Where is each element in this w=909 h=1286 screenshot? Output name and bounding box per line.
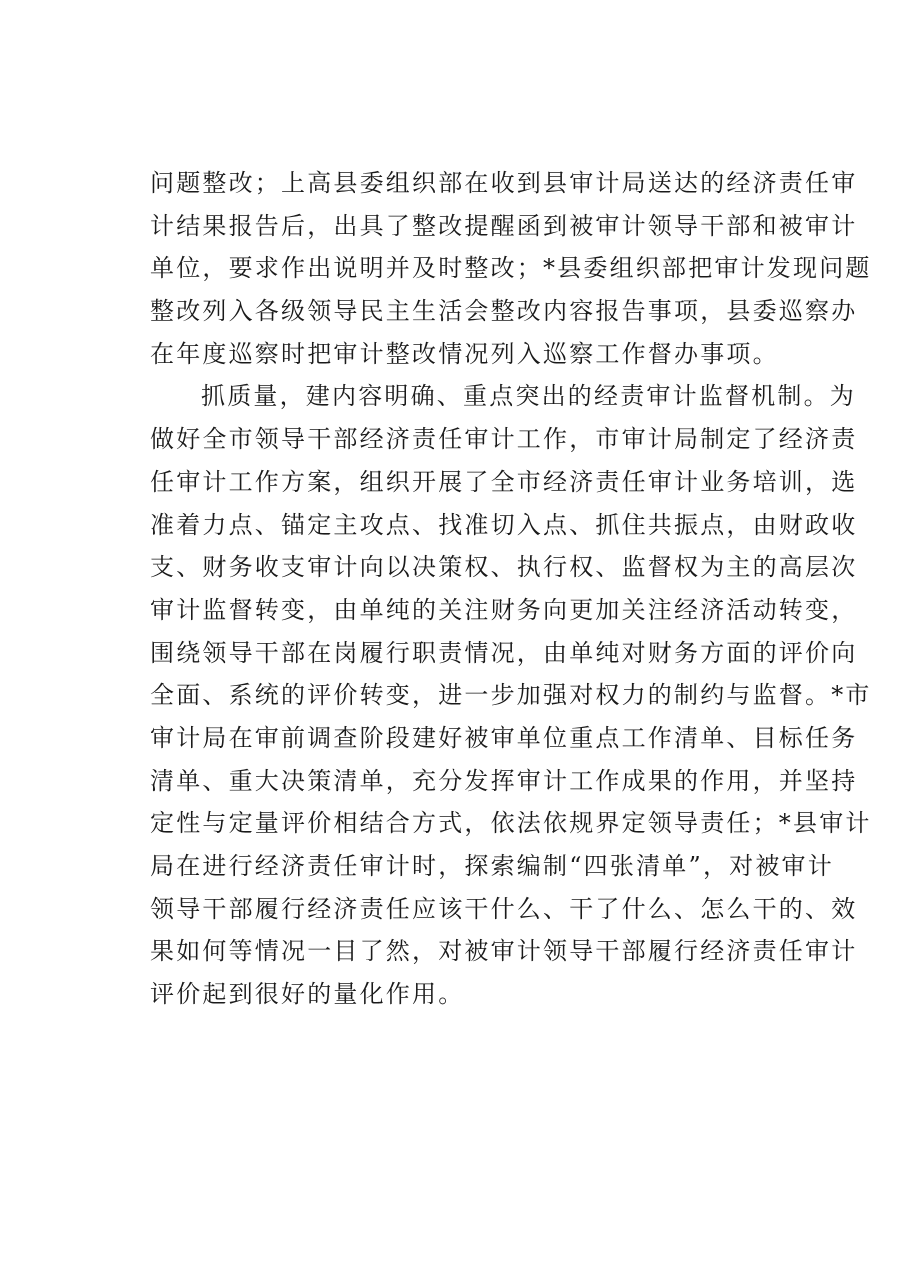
text-line: 定性与定量评价相结合方式，依法依规界定领导责任；*县审计 <box>150 809 872 838</box>
text-line: 支、财务收支审计向以决策权、执行权、监督权为主的高层次 <box>150 553 858 582</box>
body-text <box>150 162 872 1016</box>
text-line: 准着力点、锚定主攻点、找准切入点、抓住共振点，由财政收 <box>150 510 858 539</box>
text-line: 清单、重大决策清单，充分发挥审计工作成果的作用，并坚持 <box>150 766 858 795</box>
text-line: 问题整改；上高县委组织部在收到县审计局送达的经济责任审 <box>150 169 858 197</box>
text-line: 任审计工作方案，组织开展了全市经济责任审计业务培训，选 <box>150 467 858 496</box>
text-line: 做好全市领导干部经济责任审计工作，市审计局制定了经济责 <box>150 425 858 454</box>
text-line: 单位，要求作出说明并及时整改；*县委组织部把审计发现问题 <box>150 254 872 283</box>
text-line: 全面、系统的评价转变，进一步加强对权力的制约与监督。*市 <box>150 681 872 710</box>
paragraph-start-line: 抓质量，建内容明确、重点突出的经责审计监督机制。为 <box>201 382 856 411</box>
text-line: 计结果报告后，出具了整改提醒函到被审计领导干部和被审计 <box>150 211 858 240</box>
text-line: 围绕领导干部在岗履行职责情况，由单纯对财务方面的评价向 <box>150 638 858 667</box>
text-line: 评价起到很好的量化作用。 <box>150 980 465 1009</box>
text-line: 领导干部履行经济责任应该干什么、干了什么、怎么干的、效 <box>150 894 858 923</box>
text-line: 果如何等情况一目了然，对被审计领导干部履行经济责任审计 <box>150 937 858 966</box>
text-line: 在年度巡察时把审计整改情况列入巡察工作督办事项。 <box>150 339 779 368</box>
text-line: 整改列入各级领导民主生活会整改内容报告事项，县委巡察办 <box>150 297 858 326</box>
text-line: 审计监督转变，由单纯的关注财务向更加关注经济活动转变， <box>150 595 858 624</box>
text-line: 局在进行经济责任审计时，探索编制“四张清单”，对被审计 <box>150 852 834 880</box>
text-line: 审计局在审前调查阶段建好被审单位重点工作清单、目标任务 <box>150 723 858 752</box>
